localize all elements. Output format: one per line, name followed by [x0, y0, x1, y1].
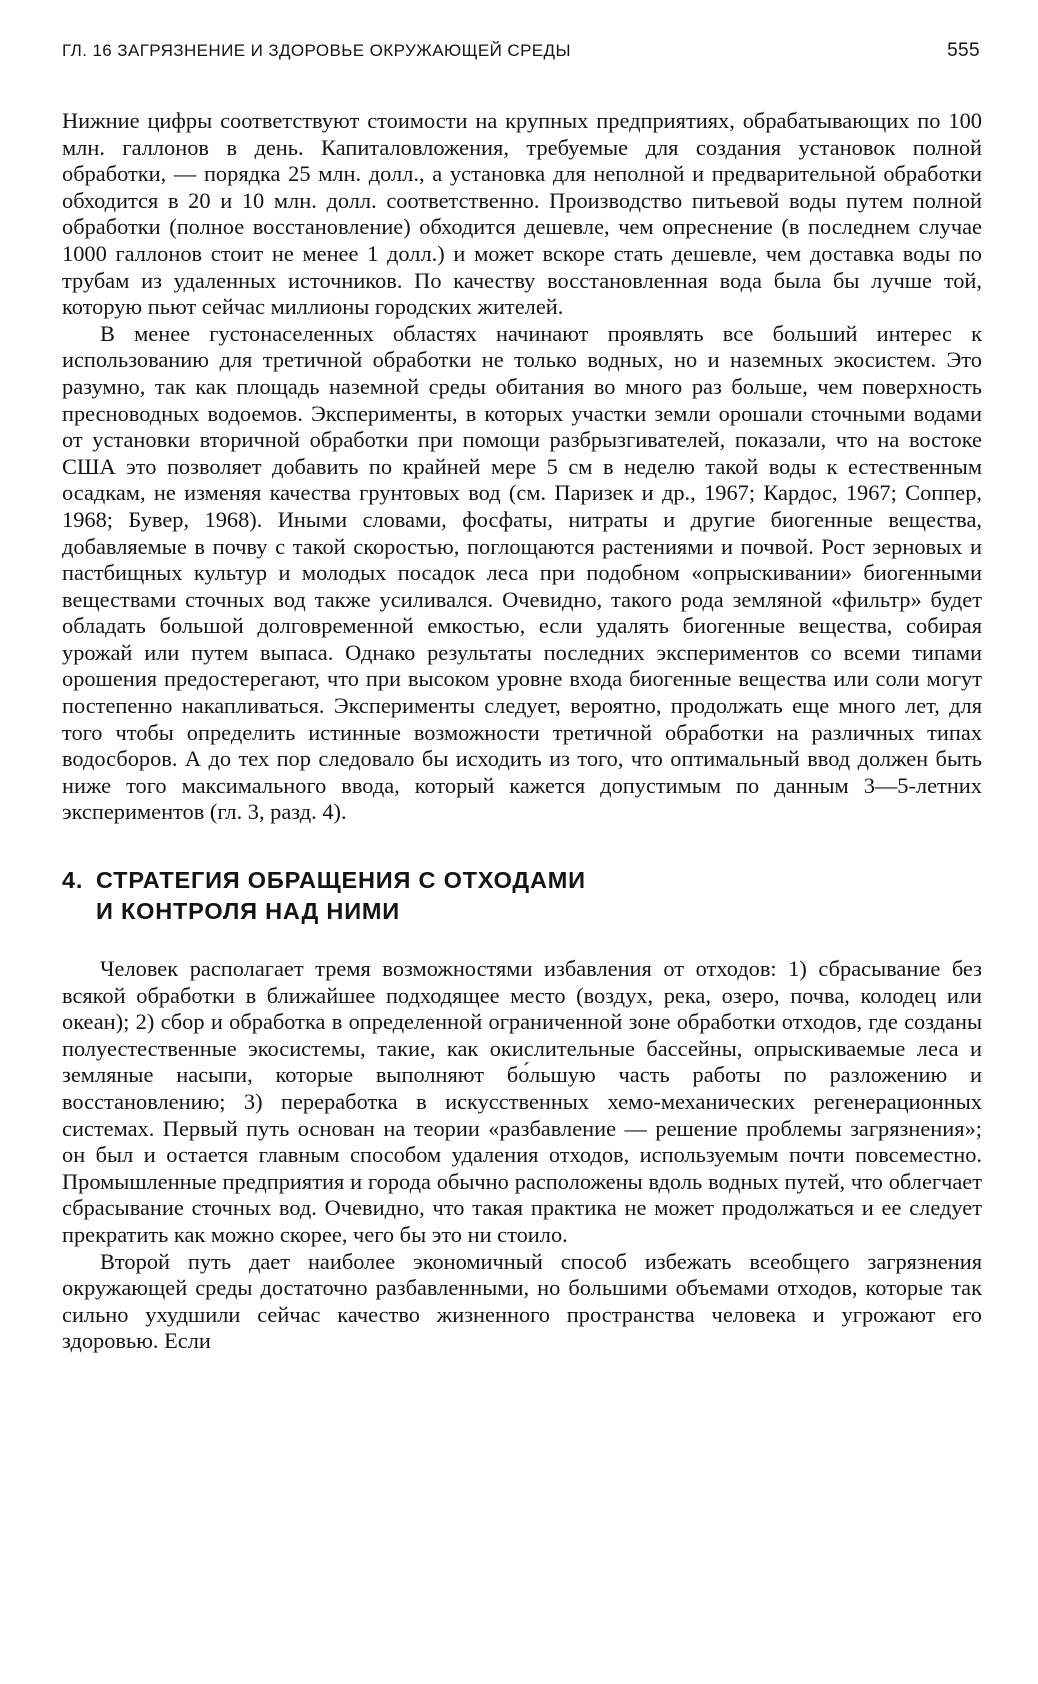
section-title-line-1: СТРАТЕГИЯ ОБРАЩЕНИЯ С ОТХОДАМИ [96, 867, 586, 894]
running-header [62, 40, 982, 74]
section-title-line-2: И КОНТРОЛЯ НАД НИМИ [96, 898, 400, 925]
page-number: 555 [947, 40, 980, 61]
section-number: 4. [62, 867, 84, 894]
section-heading [62, 865, 982, 927]
paragraph-3: Человек располагает тремя возможностями избавления от отходов: 1) сбрасывание без всякой обработки в ближайшее подходящее место (воздух, река, озеро, почва, колодец или океан); 2) сбор и обработка в определенной ограниченной зоне обработки отходов, где созданы полуестественные экосистемы, такие, как окислительные бассейны, опрыскиваемые леса и земляные насыпи, которые выполняют бо́льшую часть работы по разложению и восстановлению; 3) переработка в искусственных хемо-механических регенерационных системах. Первый путь основан на теории «разбавление — решение проблемы загрязнения»; он был и остается главным способом удаления отходов, используемым почти повсеместно. Промышленные предприятия и города обычно расположены вдоль водных путей, что облегчает сбрасывание сточных вод. Очевидно, что такая практика не может продолжаться и ее следует прекратить как можно скорее, чего бы это ни стоило. [62, 956, 982, 1247]
book-page [62, 40, 982, 1355]
paragraph-1: Нижние цифры соответствуют стоимости на крупных предприятиях, обрабатывающих по 100 млн. галлонов в день. Капиталовложения, требуемые для создания установок полной обработки, — порядка 25 млн. долл., а установка для неполной и предварительной обработки обходится в 20 и 10 млн. долл. соответственно. Производство питьевой воды путем полной обработки (полное восстановление) обходится дешевле, чем опреснение (в последнем случае 1000 галлонов стоит не менее 1 долл.) и может вскоре стать дешевле, чем доставка воды по трубам из удаленных источников. По качеству восстановленная вода была бы лучше той, которую пьют сейчас миллионы городских жителей. [62, 108, 982, 320]
running-title: ГЛ. 16 ЗАГРЯЗНЕНИЕ И ЗДОРОВЬЕ ОКРУЖАЮЩЕЙ СРЕДЫ [62, 41, 571, 60]
paragraph-4: Второй путь дает наиболее экономичный способ избежать всеобщего загрязнения окружающей среды достаточно разбавленными, но большими объемами отходов, которые так сильно ухудшили сейчас качество жизненного пространства человека и угрожают его здоровью. Если [62, 1248, 982, 1354]
paragraph-2: В менее густонаселенных областях начинают проявлять все больший интерес к использованию для третичной обработки не только водных, но и наземных экосистем. Это разумно, так как площадь наземной среды обитания во много раз больше, чем поверхность пресноводных водоемов. Эксперименты, в которых участки земли орошали сточными водами от установки вторичной обработки при помощи разбрызгивателей, показали, что на востоке США это позволяет добавить по крайней мере 5 см в неделю такой воды к естественным осадкам, не изменяя качества грунтовых вод (см. Паризек и др., 1967; Кардос, 1967; Соппер, 1968; Бувер, 1968). Иными словами, фосфаты, нитраты и другие биогенные вещества, добавляемые в почву с такой скоростью, поглощаются растениями и почвой. Рост зерновых и пастбищных культур и молодых посадок леса при подобном «опрыскивании» биогенными веществами сточных вод также усиливался. Очевидно, такого рода земляной «фильтр» будет обладать большой долговременной емкостью, если удалять биогенные вещества, собирая урожай или путем выпаса. Однако результаты последних экспериментов со всеми типами орошения предостерегают, что при высоком уровне входа биогенные вещества или соли могут постепенно накапливаться. Эксперименты следует, вероятно, продолжать еще много лет, для того чтобы определить истинные возможности третичной обработки на различных типах водосборов. А до тех пор следовало бы исходить из того, что оптимальный ввод должен быть ниже того максимального ввода, который кажется допустимым по данным 3—5-летних экспериментов (гл. 3, разд. 4). [62, 320, 982, 825]
